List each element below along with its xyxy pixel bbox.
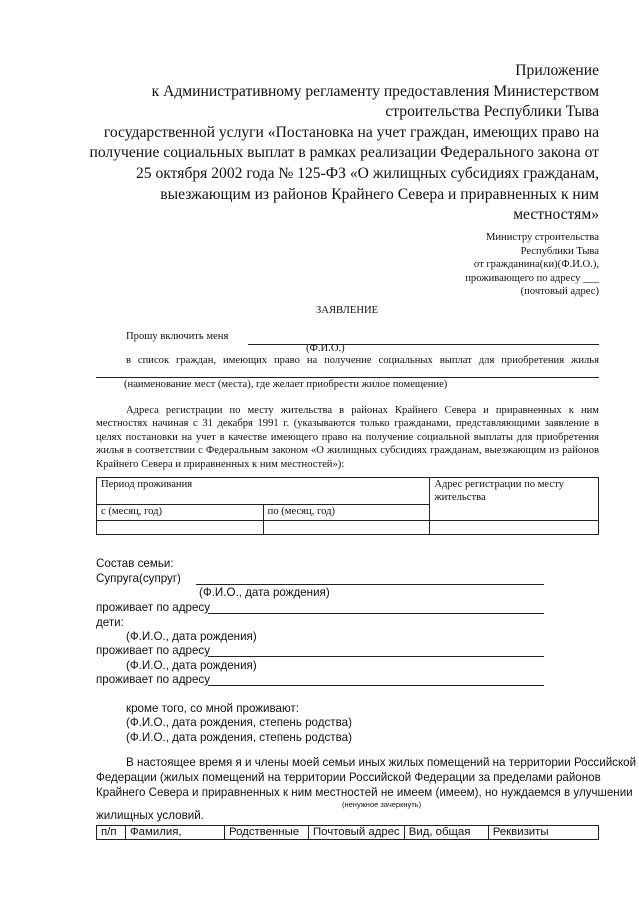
child-caption: (Ф.И.О., дата рождения) xyxy=(126,659,257,672)
child-address-field[interactable] xyxy=(208,656,544,657)
appendix-line: строительства Республики Тыва xyxy=(385,103,599,121)
child-caption: (Ф.И.О., дата рождения) xyxy=(126,630,257,643)
spouse-field[interactable] xyxy=(196,584,544,585)
addressee-line: (почтовый адрес) xyxy=(520,286,599,298)
relative-caption: (Ф.И.О., дата рождения, степень родства) xyxy=(126,731,352,744)
from-cell[interactable] xyxy=(97,520,264,534)
place-field[interactable] xyxy=(96,377,599,378)
to-cell[interactable] xyxy=(263,520,430,534)
addressee-line: проживающего по адресу ___ xyxy=(465,272,599,284)
addressee-line: от гражданина(ки)(Ф.И.О.), xyxy=(473,259,599,271)
appendix-line: 25 октября 2002 года № 125-ФЗ «О жилищных субсидиях гражданам, xyxy=(136,164,599,182)
spouse-caption: (Ф.И.О., дата рождения) xyxy=(199,586,330,599)
addressee-line: Республики Тыва xyxy=(520,245,599,257)
appendix-header xyxy=(90,61,600,226)
appendix-line: Приложение xyxy=(515,62,599,79)
col-header: Почтовый адрес xyxy=(309,826,405,840)
appendix-line: местностям» xyxy=(513,206,599,224)
registration-table xyxy=(96,477,599,535)
appendix-line: получение социальных выплат в рамках реализации Федерального закона от xyxy=(89,144,599,162)
spouse-address-field[interactable] xyxy=(208,613,544,614)
address-cell[interactable] xyxy=(430,520,599,534)
child-address-field[interactable] xyxy=(208,685,544,686)
relative-caption: (Ф.И.О., дата рождения, степень родства) xyxy=(126,716,352,729)
lives-at-label: проживает по адресу xyxy=(96,673,210,686)
period-header: Период проживания xyxy=(97,478,430,505)
appendix-line: государственной услуги «Постановка на учет граждан, имеющих право на xyxy=(103,123,599,141)
housing-line: В настоящее время я и члены моей семьи иных жилых помещений на территории Российской xyxy=(126,756,637,769)
col-header: п/п xyxy=(97,826,126,840)
family-heading: Состав семьи: xyxy=(96,557,174,570)
addressee-block xyxy=(465,231,599,299)
request-list-text: в список граждан, имеющих право на получение социальных выплат для приобретения жилья xyxy=(126,355,599,366)
appendix-line: к Административному регламенту предоставления Министерством xyxy=(151,82,599,100)
from-header: с (месяц, год) xyxy=(97,505,264,521)
strike-note: (ненужное зачеркнуть) xyxy=(342,800,422,809)
also-living-label: кроме того, со мной проживают: xyxy=(126,702,299,715)
to-header: по (месяц, год) xyxy=(263,505,430,521)
document-title: ЗАЯВЛЕНИЕ xyxy=(316,305,379,316)
registration-paragraph: Адреса регистрации по месту жительства в районах Крайнего Севера и приравненных к ним местностях начиная с 31 декабря 1991 г. (указываются только гражданами, представляющими заявление в целях постановки на учет в качестве имеющего право на получение социальной выплаты для приобретения жилья в соответствии с Федеральным законом «О жилищных субсидиях гражданам, выезжающим из районов Крайнего Севера и приравненных к ним местностей»): xyxy=(96,405,599,470)
lives-at-label: проживает по адресу xyxy=(96,601,210,614)
request-prompt: Прошу включить меня xyxy=(126,331,229,342)
fio-field[interactable] xyxy=(248,344,599,345)
appendix-line: выезжающим из районов Крайнего Севера и приравненных к ним xyxy=(160,185,599,203)
housing-line: Федерации (жилых помещений на территории Российской Федерации за пределами районов xyxy=(96,771,601,784)
spouse-label: Супруга(супруг) xyxy=(96,572,181,585)
lives-at-label: проживает по адресу xyxy=(96,644,210,657)
addressee-line: Министру строительства xyxy=(485,232,599,243)
housing-line: жилищных условий. xyxy=(96,809,204,822)
col-header: Реквизиты xyxy=(488,826,598,840)
col-header: Родственные xyxy=(225,826,309,840)
col-header: Вид, общая xyxy=(404,826,488,840)
housing-line: Крайнего Севера и приравненных к ним местностей не имеем (имеем), но нуждаемся в улучшении xyxy=(96,786,633,799)
address-header: Адрес регистрации по месту жительства xyxy=(430,478,599,521)
family-table xyxy=(96,825,599,840)
fio-caption: (Ф.И.О.) xyxy=(306,343,345,354)
place-caption: (наименование мест (места), где желает приобрести жилое помещение) xyxy=(124,379,448,390)
col-header: Фамилия, xyxy=(126,826,225,840)
children-label: дети: xyxy=(96,616,124,629)
